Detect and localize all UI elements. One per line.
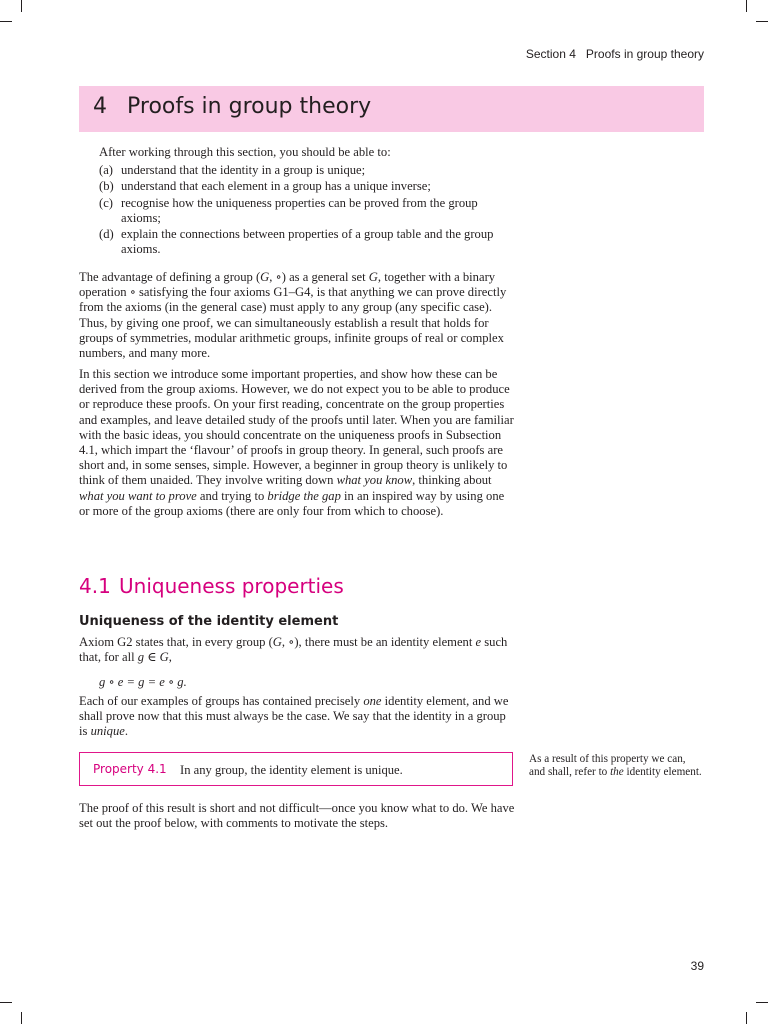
crop-mark bbox=[21, 1012, 22, 1024]
identity-equation: g ∘ e = g = e ∘ g. bbox=[99, 675, 187, 689]
objectives-lead: After working through this section, you should be able to: bbox=[99, 145, 391, 159]
objective-text: recognise how the uniqueness properties can be proved from the group axioms; bbox=[121, 195, 478, 225]
paragraph-axiom-g2: Axiom G2 states that, in every group (G, ∘), there must be an identity element e such that, for all g ∈ G, bbox=[79, 635, 508, 665]
objective-item bbox=[99, 163, 519, 178]
crop-mark bbox=[756, 21, 768, 22]
crop-mark bbox=[21, 0, 22, 12]
sub-heading: Uniqueness of the identity element bbox=[79, 614, 339, 629]
objective-text: understand that each element in a group has a unique inverse; bbox=[121, 179, 431, 194]
objective-label: (a) bbox=[99, 163, 113, 178]
margin-note: As a result of this property we can, and shall, refer to the identity element. bbox=[529, 753, 702, 778]
subsection-number: 4.1 bbox=[79, 574, 111, 598]
crop-mark bbox=[746, 0, 747, 12]
objective-item bbox=[99, 179, 519, 194]
running-header bbox=[526, 47, 704, 61]
section-number: 4 bbox=[93, 94, 107, 119]
crop-mark bbox=[756, 1002, 768, 1003]
section-title-text: Proofs in group theory bbox=[127, 94, 372, 119]
objective-label: (d) bbox=[99, 227, 114, 242]
subsection-title bbox=[79, 574, 344, 598]
objective-item bbox=[99, 196, 519, 226]
objective-text: understand that the identity in a group is unique; bbox=[121, 163, 366, 178]
running-header-title: Proofs in group theory bbox=[585, 47, 704, 61]
crop-mark bbox=[0, 21, 12, 22]
paragraph-advantage: The advantage of defining a group (G, ∘) as a general set G, together with a binary operation ∘ satisfying the four axioms G1–G4, is that anything we can prove directly from the axioms (in the general case) must apply to any group (any specific case). Thus, by giving one proof, we can simultaneously establish a result that holds for groups of symmetries, modular arithmetic groups, infinite groups of real or complex numbers, and many more. bbox=[79, 270, 507, 361]
running-header-section: Section 4 bbox=[525, 47, 576, 61]
section-title bbox=[93, 94, 371, 119]
property-statement: In any group, the identity element is unique. bbox=[180, 763, 403, 777]
objective-label: (c) bbox=[99, 195, 113, 210]
subsection-title-text: Uniqueness properties bbox=[119, 574, 344, 598]
crop-mark bbox=[0, 1002, 12, 1003]
crop-mark bbox=[746, 1012, 747, 1024]
learning-objectives bbox=[99, 145, 519, 258]
objective-label: (b) bbox=[99, 179, 114, 194]
paragraph-examples: Each of our examples of groups has contained precisely one identity element, and we shall prove now that this must always be the case. We say that the identity in a group is unique. bbox=[79, 694, 509, 739]
objectives-list bbox=[99, 163, 519, 257]
section-banner bbox=[79, 86, 704, 132]
objective-item bbox=[99, 227, 519, 257]
paragraph-proof-intro: The proof of this result is short and not difficult—once you know what to do. We have set out the proof below, with comments to motivate the steps. bbox=[79, 801, 515, 831]
property-label: Property 4.1 bbox=[93, 762, 167, 776]
objective-text: explain the connections between properties of a group table and the group axioms. bbox=[121, 227, 494, 257]
page-number: 39 bbox=[690, 959, 704, 973]
property-box bbox=[79, 752, 513, 786]
paragraph-introduction: In this section we introduce some important properties, and show how these can be derived from the group axioms. However, we do not expect you to be able to produce or reproduce these proofs. On your first reading, concentrate on the group properties and examples, and leave detailed study of the proofs until later. When you are familiar with the basic ideas, you should concentrate on the uniqueness proofs in Subsection 4.1, which impart the ‘flavour’ of proofs in group theory. In general, such proofs are short and, in some senses, simple. However, a beginner in group theory is unlikely to think of them unaided. They involve writing down what you know, thinking about what you want to prove and trying to bridge the gap in an inspired way by using one or more of the group axioms (there are only four from which to choose). bbox=[79, 367, 514, 518]
